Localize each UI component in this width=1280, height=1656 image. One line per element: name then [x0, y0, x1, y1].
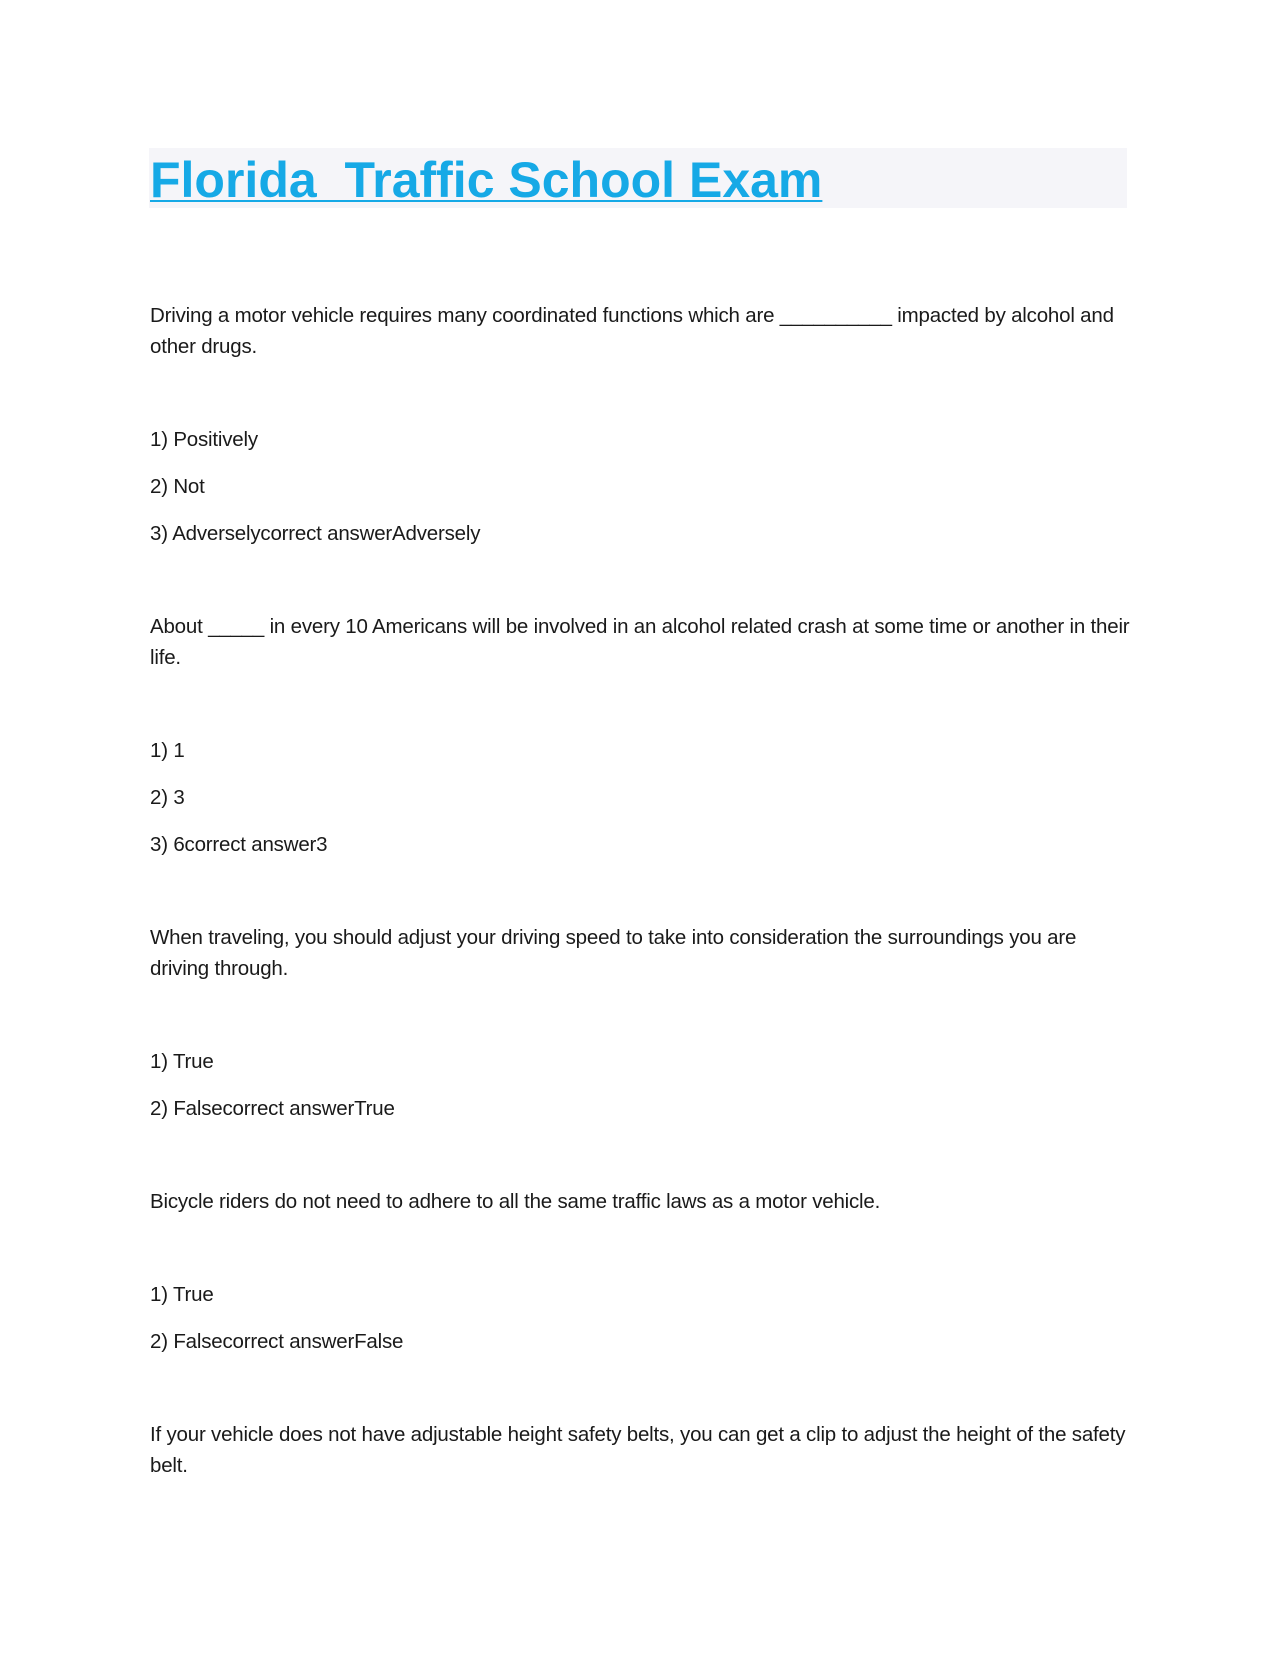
question-text: Bicycle riders do not need to adhere to all the same traffic laws as a motor vehicle.	[150, 1190, 881, 1213]
answer-options	[150, 1046, 1130, 1124]
question-5	[150, 1419, 1130, 1481]
answer-option: 1) Positively	[150, 428, 258, 451]
answer-option: 2) Falsecorrect answerFalse	[150, 1330, 404, 1353]
answer-option: 1) True	[150, 1283, 214, 1306]
question-list	[150, 300, 1130, 1543]
answer-option: 2) 3	[150, 786, 185, 809]
answer-option: 1) 1	[150, 739, 185, 762]
document-title[interactable]: Florida Traffic School Exam	[150, 152, 823, 208]
question-3	[150, 922, 1130, 1124]
answer-option: 2) Falsecorrect answerTrue	[150, 1097, 395, 1120]
question-text: If your vehicle does not have adjustable height safety belts, you can get a clip to adjust the height of the safety belt.	[150, 1423, 1126, 1477]
question-text: Driving a motor vehicle requires many coordinated functions which are __________ impacted by alcohol and other drugs.	[150, 304, 1114, 358]
answer-options	[150, 735, 1130, 860]
question-text: About _____ in every 10 Americans will be involved in an alcohol related crash at some time or another in their life.	[150, 615, 1130, 669]
answer-option: 3) Adverselycorrect answerAdversely	[150, 522, 481, 545]
question-2	[150, 611, 1130, 860]
answer-option: 3) 6correct answer3	[150, 833, 328, 856]
answer-option: 1) True	[150, 1050, 214, 1073]
answer-option: 2) Not	[150, 475, 205, 498]
question-text: When traveling, you should adjust your driving speed to take into consideration the surroundings you are driving through.	[150, 926, 1077, 980]
answer-options	[150, 424, 1130, 549]
question-4	[150, 1186, 1130, 1357]
answer-options	[150, 1279, 1130, 1357]
question-1	[150, 300, 1130, 549]
